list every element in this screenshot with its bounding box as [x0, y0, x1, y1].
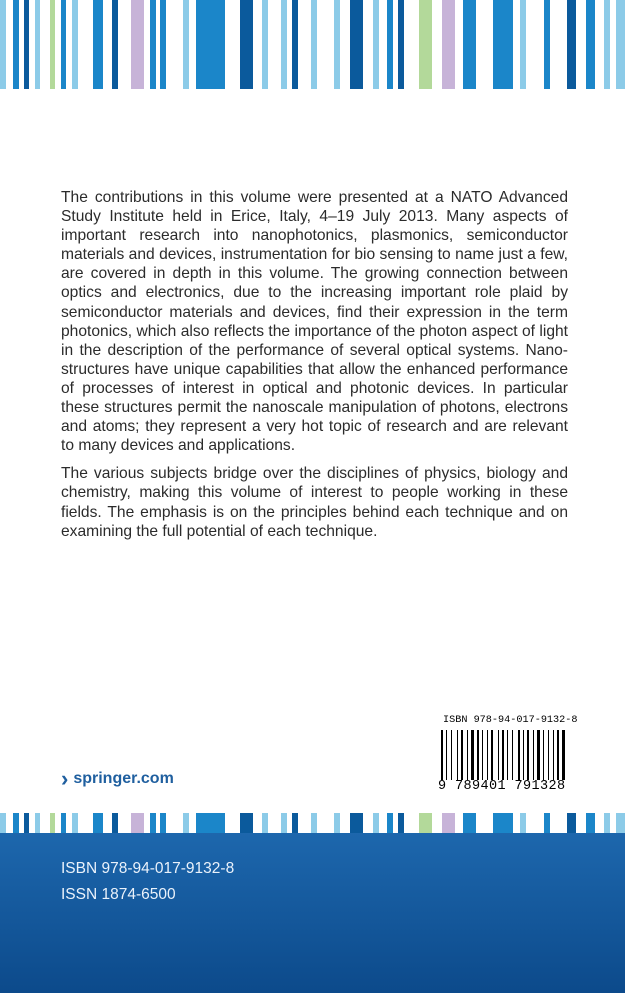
stripe — [281, 813, 287, 833]
stripe — [205, 0, 225, 89]
stripe — [567, 813, 576, 833]
springer-link-label: springer.com — [73, 770, 174, 787]
barcode-digits: 9 789401 791328 — [438, 779, 566, 794]
stripe — [419, 0, 432, 89]
barcode-bar — [487, 730, 488, 780]
barcode-bar — [446, 730, 447, 780]
stripe — [131, 0, 144, 89]
stripe — [0, 0, 6, 89]
stripe — [398, 813, 404, 833]
blurb-paragraph-2: The various subjects bridge over the disciplines of physics, biology and chemistry, making this volume of interest to people working in these fields. The emphasis is on the principles behind each technique and on examining the full potential of each technique. — [61, 465, 568, 540]
chevron-right-icon: › — [61, 766, 69, 791]
barcode-bars — [441, 730, 567, 780]
barcode-bar — [467, 730, 468, 780]
barcode-bar — [557, 730, 559, 780]
stripe — [112, 0, 118, 89]
stripe — [183, 0, 189, 89]
stripe — [311, 813, 317, 833]
stripe — [442, 813, 455, 833]
barcode-bar — [502, 730, 504, 780]
footer-band — [0, 833, 625, 993]
stripe — [398, 0, 404, 89]
stripe — [520, 0, 526, 89]
stripe — [150, 0, 156, 89]
barcode-bar — [507, 730, 508, 780]
stripe — [616, 0, 625, 89]
barcode-bar — [512, 730, 513, 780]
stripe — [463, 0, 476, 89]
barcode-bar — [471, 730, 474, 780]
barcode-bar — [482, 730, 483, 780]
stripe — [205, 813, 225, 833]
stripe — [35, 0, 40, 89]
back-cover-blurb — [61, 188, 568, 550]
stripe — [131, 813, 144, 833]
stripe — [160, 0, 166, 89]
stripe — [240, 0, 253, 89]
barcode-bar — [461, 730, 463, 780]
stripe — [50, 813, 55, 833]
stripe — [586, 813, 595, 833]
stripe — [334, 813, 340, 833]
stripe — [93, 0, 103, 89]
blurb-paragraph-1: The contributions in this volume were presented at a NATO Advanced Study Institute held in Erice, Italy, 4–19 July 2013. Many aspects of important research into nanophotonics, plasmonics, semiconductor materials and devices, instrumentation for bio sensing to name just a few, are covered in depth in this volume. The growing connection between optics and electronics, due to the increasing important role plaid by semiconductor materials and devices, find their expression in the term photonics, which also reflects the importance of the photon aspect of light in the description of the performance of several optical systems. Nano-structures have unique capabilities that allow the enhanced performance of processes of interest in optical and photonic devices. In particular these structures permit the nanoscale manipulation of photons, electrons and atoms; they represent a very hot topic of research and are relevant to many devices and applications. — [61, 189, 568, 455]
stripe — [183, 813, 189, 833]
barcode-bar — [533, 730, 534, 780]
barcode-bar — [491, 730, 493, 780]
stripe — [442, 0, 455, 89]
stripe — [604, 813, 610, 833]
stripe — [35, 813, 40, 833]
barcode-bar — [553, 730, 554, 780]
stripe — [493, 0, 513, 89]
stripe — [262, 813, 268, 833]
stripe — [61, 0, 66, 89]
barcode-bar — [562, 730, 565, 780]
barcode-bar — [498, 730, 499, 780]
stripe — [262, 0, 268, 89]
stripe — [311, 0, 317, 89]
stripe — [544, 0, 550, 89]
bottom-stripe-band — [0, 813, 625, 833]
stripe — [112, 813, 118, 833]
stripe — [567, 0, 576, 89]
stripe — [604, 0, 610, 89]
stripe — [93, 813, 103, 833]
barcode-bar — [451, 730, 452, 780]
barcode-bar — [548, 730, 549, 780]
stripe — [24, 0, 29, 89]
springer-link[interactable] — [61, 766, 174, 791]
stripe — [334, 0, 340, 89]
stripe — [61, 813, 66, 833]
stripe — [586, 0, 595, 89]
stripe — [196, 813, 205, 833]
stripe — [292, 0, 298, 89]
stripe — [387, 813, 393, 833]
top-stripe-band — [0, 0, 625, 89]
stripe — [373, 0, 379, 89]
stripe — [13, 813, 19, 833]
barcode-bar — [518, 730, 520, 780]
stripe — [24, 813, 29, 833]
stripe — [387, 0, 393, 89]
stripe — [463, 813, 476, 833]
stripe — [419, 813, 432, 833]
stripe — [160, 813, 166, 833]
footer-issn: ISSN 1874-6500 — [61, 886, 176, 903]
barcode-bar — [523, 730, 524, 780]
barcode-isbn-label: ISBN 978-94-017-9132-8 — [443, 715, 578, 726]
stripe — [493, 813, 513, 833]
stripe — [616, 813, 625, 833]
barcode-bar — [441, 730, 443, 780]
footer-isbn: ISBN 978-94-017-9132-8 — [61, 860, 235, 877]
stripe — [0, 813, 6, 833]
isbn-barcode — [438, 715, 578, 797]
stripe — [240, 813, 253, 833]
stripe — [292, 813, 298, 833]
stripe — [350, 0, 363, 89]
stripe — [150, 813, 156, 833]
barcode-bar — [527, 730, 529, 780]
stripe — [350, 813, 363, 833]
barcode-bar — [543, 730, 544, 780]
stripe — [50, 0, 55, 89]
stripe — [544, 813, 550, 833]
barcode-bar — [537, 730, 540, 780]
stripe — [281, 0, 287, 89]
stripe — [13, 0, 19, 89]
barcode-bar — [477, 730, 479, 780]
stripe — [72, 813, 78, 833]
stripe — [373, 813, 379, 833]
barcode-bar — [457, 730, 458, 780]
stripe — [520, 813, 526, 833]
stripe — [196, 0, 205, 89]
stripe — [72, 0, 78, 89]
